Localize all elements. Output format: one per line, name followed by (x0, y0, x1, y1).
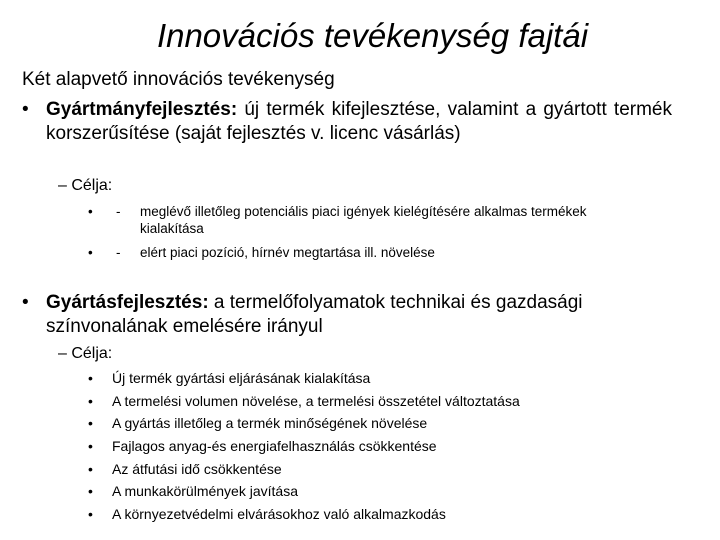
section-term: Gyártásfejlesztés: (46, 292, 209, 313)
bullet: • (88, 506, 93, 523)
goal-text: Az átfutási idő csökkentése (112, 460, 282, 477)
intro-text: Két alapvető innovációs tevékenység (22, 69, 335, 90)
goal-label: – Célja: (58, 177, 113, 194)
bullet: • (88, 245, 93, 260)
goal-text: elért piaci pozíció, hírnév megtartása ill. növelése (140, 245, 435, 260)
slide-title: Innovációs tevékenység fajtái (156, 17, 589, 54)
dash: - (116, 245, 121, 260)
goal-item (88, 244, 648, 261)
goal-text: A környezetvédelmi elvárásokhoz való alkalmazkodás (112, 506, 446, 523)
section-product-development (22, 98, 672, 146)
goal-text: A gyártás illetőleg a termék minőségének növelése (112, 415, 428, 432)
section-term: Gyártmányfejlesztés: (46, 99, 238, 120)
bullet: • (88, 460, 93, 477)
bullet: • (88, 392, 93, 409)
bullet: • (22, 99, 29, 120)
section-text (46, 98, 672, 146)
bullet: • (88, 438, 93, 455)
bullet: • (88, 415, 93, 432)
goal-text: A munkakörülmények javítása (112, 483, 298, 500)
section-text (46, 291, 672, 339)
bullet: • (88, 483, 93, 500)
bullet: • (88, 204, 93, 219)
section-description: új termék kifejlesztése, valamint a gyártott termék korszerűsítése (saját fejlesztés v. licenc vásárlás) (46, 99, 672, 144)
goal-text: meglévő illetőleg potenciális piaci igények kielégítésére alkalmas termékek kialakítása (140, 204, 587, 236)
bullet: • (22, 292, 29, 313)
goal-label: – Célja: (58, 345, 113, 362)
section-description: a termelőfolyamatok technikai és gazdasági színvonalának emelésére irányul (46, 292, 583, 337)
goal-text: Új termék gyártási eljárásának kialakítása (112, 370, 371, 386)
bullet: • (88, 370, 93, 386)
goal-text: A termelési volumen növelése, a termelési összetétel változtatása (112, 392, 520, 409)
dash: - (116, 204, 121, 219)
goal-text: Fajlagos anyag-és energiafelhasználás csökkentése (112, 438, 437, 455)
goal-item (88, 203, 648, 237)
section-production-development (22, 291, 672, 339)
